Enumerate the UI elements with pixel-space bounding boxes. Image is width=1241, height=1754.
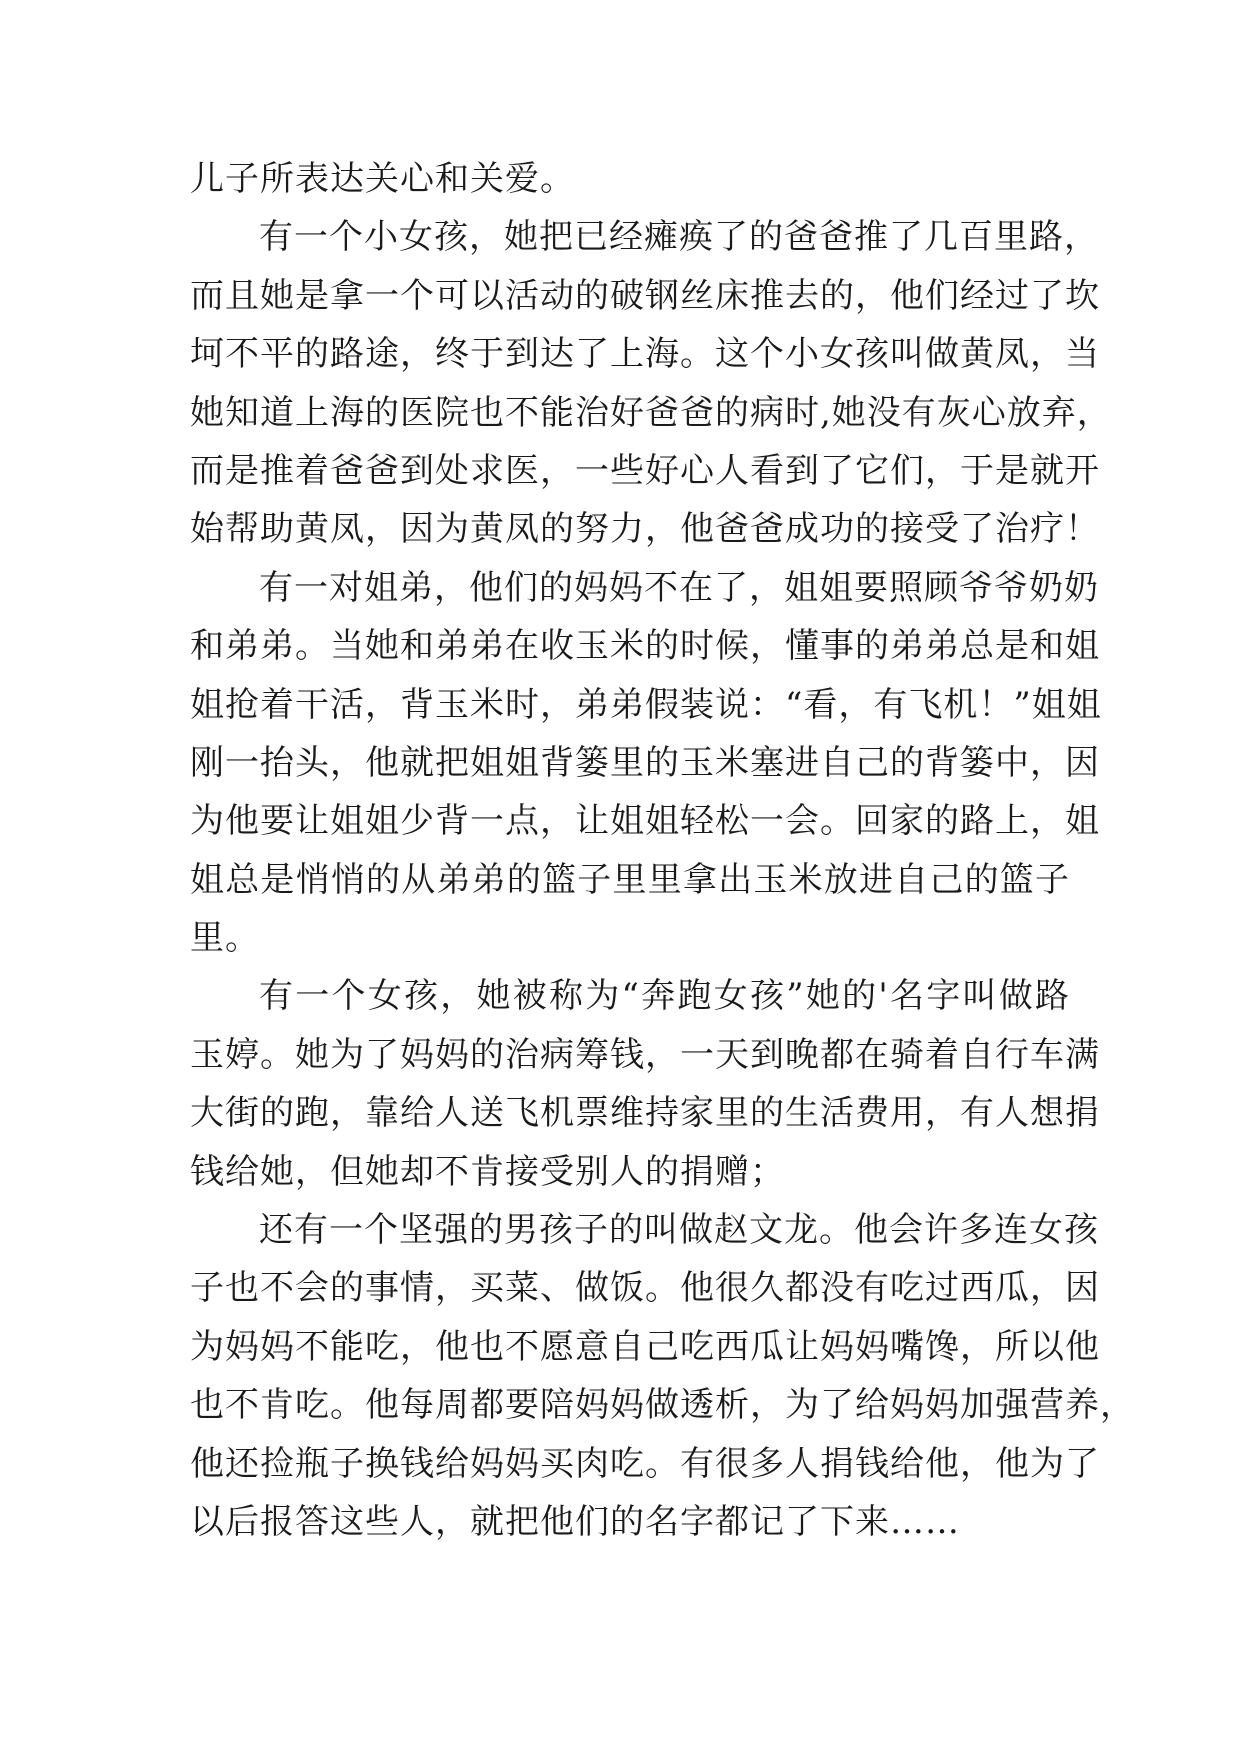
- text-line: 她知道上海的医院也不能治好爸爸的病时,她没有灰心放弃，: [190, 392, 1112, 433]
- text-line: 以后报答这些人，就把他们的名字都记了下来……: [190, 1501, 960, 1542]
- text-line: 他还捡瓶子换钱给妈妈买肉吃。有很多人捐钱给他，他为了: [190, 1443, 1100, 1484]
- text-line: 大街的跑，靠给人送飞机票维持家里的生活费用，有人想捐: [190, 1093, 1100, 1134]
- paragraph-first-line: 有一对姐弟，他们的妈妈不在了，姐姐要照顾爷爷奶奶: [259, 567, 1099, 608]
- paragraph-first-line: 还有一个坚强的男孩子的叫做赵文龙。他会许多连女孩: [259, 1210, 1099, 1251]
- text-line: 刚一抬头，他就把姐姐背篓里的玉米塞进自己的背篓中，因: [190, 742, 1100, 783]
- text-line: 始帮助黄凤，因为黄凤的努力，他爸爸成功的接受了治疗！: [190, 509, 1100, 550]
- text-line: 坷不平的路途，终于到达了上海。这个小女孩叫做黄凤，当: [190, 334, 1100, 375]
- text-line: 为妈妈不能吃，他也不愿意自己吃西瓜让妈妈嘴馋，所以他: [190, 1326, 1100, 1367]
- text-line: 和弟弟。当她和弟弟在收玉米的时候，懂事的弟弟总是和姐: [190, 626, 1100, 667]
- text-line: 姐抢着干活，背玉米时，弟弟假装说：“看，有飞机！”姐姐: [190, 684, 1102, 725]
- text-line: 而是推着爸爸到处求医，一些好心人看到了它们，于是就开: [190, 450, 1100, 491]
- paragraph-first-line: 有一个女孩，她被称为“奔跑女孩”她的'名字叫做路: [259, 976, 1070, 1017]
- text-line: 子也不会的事情，买菜、做饭。他很久都没有吃过西瓜，因: [190, 1268, 1100, 1309]
- text-line: 而且她是拿一个可以活动的破钢丝床推去的，他们经过了坎: [190, 275, 1100, 316]
- text-line: 钱给她，但她却不肯接受别人的捐赠；: [190, 1151, 785, 1192]
- text-line: 姐总是悄悄的从弟弟的篮子里里拿出玉米放进自己的篮子: [190, 859, 1070, 900]
- text-line: 儿子所表达关心和关爱。: [190, 159, 575, 199]
- text-line: 玉婷。她为了妈妈的治病筹钱，一天到晚都在骑着自行车满: [190, 1034, 1100, 1075]
- text-line: 也不肯吃。他每周都要陪妈妈做透析，为了给妈妈加强营养，: [190, 1385, 1135, 1426]
- paragraph-first-line: 有一个小女孩，她把已经瘫痪了的爸爸推了几百里路，: [259, 217, 1099, 258]
- text-line: 里。: [190, 918, 260, 959]
- document-body: [190, 150, 1135, 1551]
- text-line: 为他要让姐姐少背一点，让姐姐轻松一会。回家的路上，姐: [190, 801, 1100, 842]
